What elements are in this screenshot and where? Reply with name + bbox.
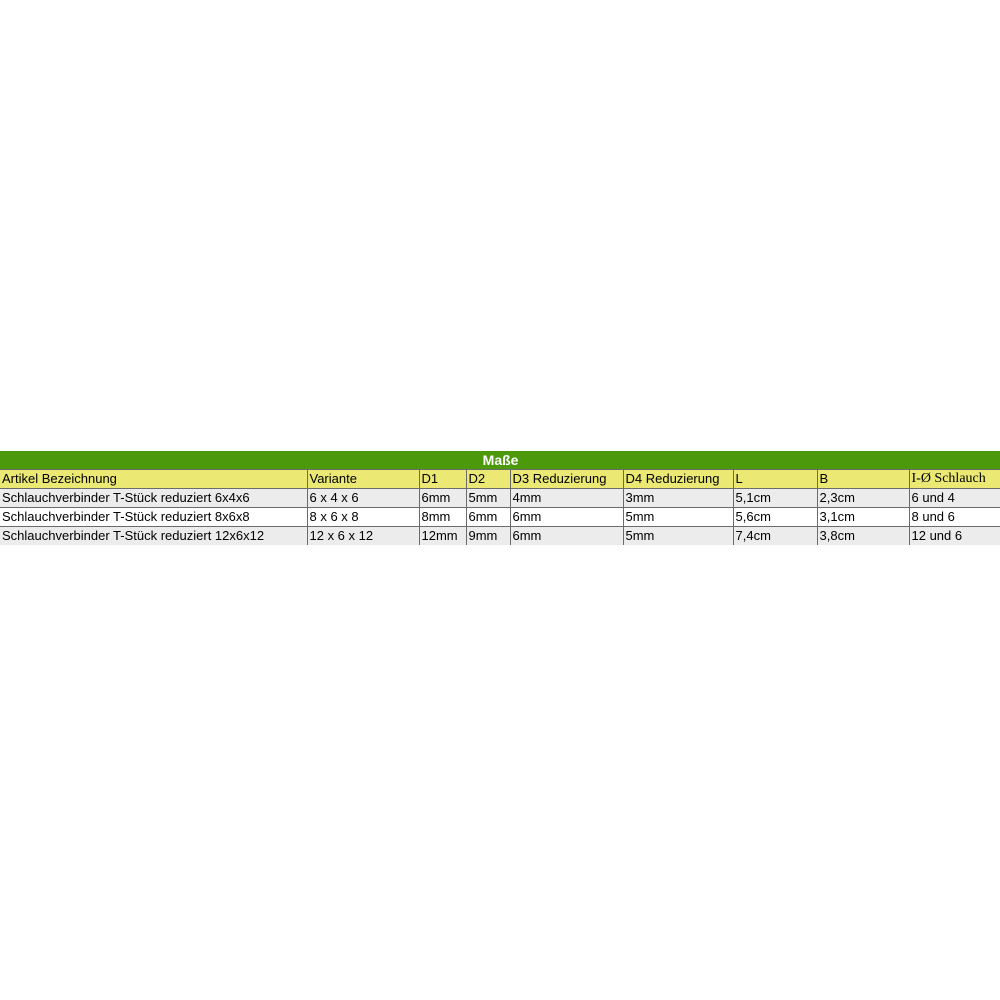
table-header-row: [0, 470, 1000, 489]
cell-variante: 12 x 6 x 12: [307, 527, 419, 546]
table-title-row: [0, 451, 1000, 470]
cell-d4: 5mm: [623, 527, 733, 546]
cell-schlauch: 8 und 6: [909, 508, 1000, 527]
cell-schlauch: 12 und 6: [909, 527, 1000, 546]
cell-variante: 8 x 6 x 8: [307, 508, 419, 527]
cell-d1: 12mm: [419, 527, 466, 546]
masse-dimensions-table: [0, 451, 1000, 545]
cell-d3: 6mm: [510, 527, 623, 546]
cell-b: 3,1cm: [817, 508, 909, 527]
cell-b: 2,3cm: [817, 489, 909, 508]
table-row: [0, 527, 1000, 546]
cell-d2: 5mm: [466, 489, 510, 508]
cell-d4: 5mm: [623, 508, 733, 527]
column-header-artikel-bezeichnung: Artikel Bezeichnung: [0, 470, 307, 489]
cell-variante: 6 x 4 x 6: [307, 489, 419, 508]
column-header-d1: D1: [419, 470, 466, 489]
cell-d1: 8mm: [419, 508, 466, 527]
column-header-d3-reduzierung: D3 Reduzierung: [510, 470, 623, 489]
cell-artikel: Schlauchverbinder T-Stück reduziert 6x4x6: [0, 489, 307, 508]
table-title: Maße: [0, 451, 1000, 470]
cell-d2: 6mm: [466, 508, 510, 527]
cell-d2: 9mm: [466, 527, 510, 546]
cell-l: 7,4cm: [733, 527, 817, 546]
cell-d3: 4mm: [510, 489, 623, 508]
cell-l: 5,1cm: [733, 489, 817, 508]
table-row: [0, 489, 1000, 508]
cell-schlauch: 6 und 4: [909, 489, 1000, 508]
column-header-d4-reduzierung: D4 Reduzierung: [623, 470, 733, 489]
cell-d1: 6mm: [419, 489, 466, 508]
cell-d3: 6mm: [510, 508, 623, 527]
column-header-variante: Variante: [307, 470, 419, 489]
cell-b: 3,8cm: [817, 527, 909, 546]
cell-artikel: Schlauchverbinder T-Stück reduziert 8x6x8: [0, 508, 307, 527]
cell-d4: 3mm: [623, 489, 733, 508]
column-header-l: L: [733, 470, 817, 489]
table-row: [0, 508, 1000, 527]
cell-artikel: Schlauchverbinder T-Stück reduziert 12x6x12: [0, 527, 307, 546]
column-header-d2: D2: [466, 470, 510, 489]
column-header-b: B: [817, 470, 909, 489]
column-header-i-durchmesser-schlauch: I-Ø Schlauch: [909, 470, 1000, 489]
cell-l: 5,6cm: [733, 508, 817, 527]
